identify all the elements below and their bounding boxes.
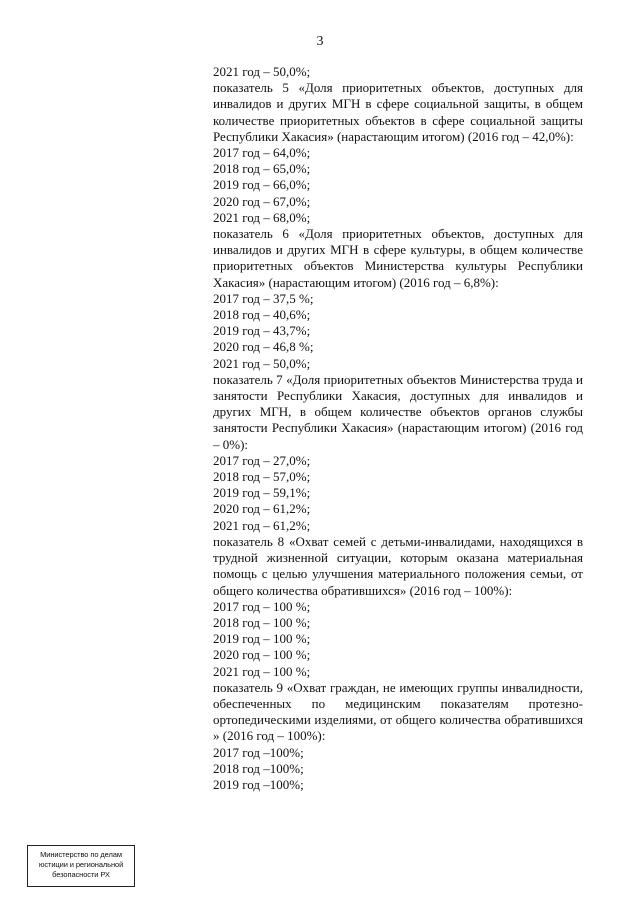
year-line: 2017 год – 64,0%; (213, 145, 311, 161)
year-line: 2019 год – 59,1%; (213, 485, 311, 501)
year-line: 2021 год – 50,0%; (213, 64, 311, 79)
year-line: 2019 год – 66,0%; (213, 177, 311, 193)
year-line: 2017 год – 37,5 %; (213, 290, 314, 306)
year-line: 2017 год –100%; (213, 744, 304, 760)
year-line: 2021 год – 61,2%; (213, 517, 311, 533)
year-line: 2018 год – 57,0%; (213, 469, 311, 485)
year-line: 2019 год – 43,7%; (213, 323, 311, 339)
stamp-line: Министерство по делам (40, 850, 122, 859)
ministry-stamp (27, 845, 135, 887)
year-line: 2021 год – 50,0%; (213, 355, 311, 371)
year-line: 2020 год – 46,8 %; (213, 339, 314, 355)
stamp-line: юстиции и региональной (38, 860, 124, 869)
indicator-8-text: показатель 8 «Охват семей с детьми-инвалидами, находящихся в трудной жизненной ситуации, которым оказана материальная помощь с целью улучшения материального положения семьи, от общего количества обратившихся» (2016 год – 100%): (213, 533, 583, 598)
indicator-9-text: показатель 9 «Охват граждан, не имеющих группы инвалидности, обеспеченных по медицинским показателям протезно-ортопедическими изделиями, от общего количества обратившихся » (2016 год – 100%): (213, 679, 583, 744)
year-line: 2021 год – 68,0%; (213, 209, 311, 225)
year-line: 2020 год – 61,2%; (213, 501, 311, 517)
page-number: 3 (316, 34, 324, 49)
stamp-line: безопасности РХ (52, 870, 110, 879)
indicator-7-text: показатель 7 «Доля приоритетных объектов Министерства труда и занятости Республики Хакасия, доступных для инвалидов и других МГН, в общем количестве объектов органов службы занятости Республики Хакасия» (нарастающим итогом) (2016 год – 0%): (213, 371, 583, 452)
indicator-6-text: показатель 6 «Доля приоритетных объектов, доступных для инвалидов и других МГН в сфере культуры, в общем количестве приоритетных объектов Министерства культуры Республики Хакасия» (нарастающим итогом) (2016 год – 6,8%): (213, 226, 583, 290)
year-line: 2018 год – 65,0%; (213, 161, 311, 177)
year-line: 2020 год – 100 %; (213, 647, 311, 663)
year-line: 2017 год – 27,0%; (213, 452, 311, 468)
year-line: 2018 год –100%; (213, 760, 304, 776)
document-body (213, 64, 583, 793)
year-line: 2020 год – 67,0%; (213, 193, 311, 209)
year-line: 2019 год – 100 %; (213, 631, 311, 647)
year-line: 2017 год – 100 %; (213, 598, 311, 614)
year-line: 2018 год – 100 %; (213, 614, 311, 630)
year-line: 2021 год – 100 %; (213, 663, 311, 679)
year-line: 2018 год – 40,6%; (213, 307, 311, 323)
indicator-5-text: показатель 5 «Доля приоритетных объектов, доступных для инвалидов и других МГН в сфере социальной защиты, в общем количестве приоритетных объектов в сфере социальной защиты Республики Хакасия» (нарастающим итогом) (2016 год – 42,0%): (213, 80, 583, 144)
year-line: 2019 год –100%; (213, 776, 304, 792)
